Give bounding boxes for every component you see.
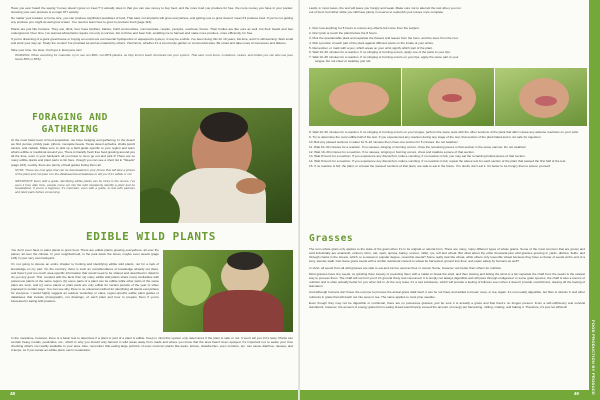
edible-plants-photo [163,250,293,332]
step-item: 7. Wait 10–30 minutes for a reaction. If no stinging or burning occurs on your lips, apply the same part to your tongue. Do not chew or swallow, just rub. [309,55,459,64]
foraging-text [11,138,135,198]
step-item: 9. Try to determine the most edible half of the test. If you experienced any reaction during any stage of the test, that section of the plant failed and is not safe for ingestion. [309,134,542,139]
step-item: 6. Wait 10–30 minutes for a reaction. If no stinging or burning occurs, apply one of the parts to your lips. [309,50,451,55]
step-item: 3. Pick the questionable plant and separate the flowers and leaves from the stem, and the stem from the root. [309,35,459,40]
foraging-photo [140,108,292,223]
edibility-steps-continued [309,130,585,169]
intro-paragraph: No matter your location or home size, you can produce significant quantities of food. That said, not all plants will grow everywhere, and getting one to grow doesn't mean it'll produce food. If you're not getting any produce you might as well grow a lawn. You need to learn how to grow to produce food (page 113). [11,16,293,25]
edible-wild-plants-heading: EDIBLE WILD PLANTS [85,230,216,243]
step-item: 8. Wait 10–30 minutes for a reaction. If no stinging or burning occurs on your tongue, perform the same tests with the other sections of the plant that didn't cause any adverse reactions on your wrist. [309,130,579,134]
right-page [300,0,600,400]
left-intro-text [11,6,293,65]
step-item: 13. Wait 8 hours for a reaction. If you experience any discomfort, induce vomiting. If no reaction is felt, you may eat the remaining boiled pieces of that section. [309,154,526,159]
tongue-test-photo [495,68,587,126]
grasses-paragraph: The term whole grain only applies to the state of the grain when it's in its original or natural form. There are many, many different types of whole grains. Some of the most common that are grown and sold industrially are amaranth, einkorn, farro, oat, spelt, quinoa, barley, emmer, millet, rye, teff and wheat. But what about the other thousand-plus wild grasses growing in yards, ditches, fields, and through cracks in the streets, which, to a casual or popular degree, resemble weeds? Some really look like wheat, while others only resemble wheat because they have a cluster of seeds at the end of a long, slender stalk. Can these grass seeds with a similar nutritional content to wheat be harvested, ground into flour, and eaten safely by humans as well? [309,247,585,264]
grasses-heading: Grasses [309,233,354,244]
plants-paragraph: You don't even have to plant plants to grow food. There are edible plants growing everywhere: all over the planet, all over the climate. In your neighborhood, in the park down the street, maybe even weeds (page 103) in your very own backyard. [11,248,159,261]
step-item: 1. Don't eat anything for 8 hours to ensure any effects felt come from the subject. [309,26,420,30]
step-item: 12. Wait 10–30 minutes for a reaction. If no nausea, stinging or burning occurs, chew and swallow a piece of that section. [309,149,475,154]
step-item: 15. If no reaction is felt, the plant, or at least the 'passed' sections of that plant, are safe to eat in the future. If in doubt, don't eat it. It's better to be hungry than to poison yourself. [309,164,551,169]
step-item: 14. Wait 8 hours for a reaction. If you experience any discomfort, induce vomiting. If no reaction is felt, repeat the above test for each section of the plant that passed the first half of the test. [309,159,567,164]
page-number: 49 [573,391,579,396]
grasses-paragraph: And although humans don't have the enzyme to process the actual grass stalk itself, it can be not finely and added to bread, soup, or tea. Again, it's not usually digestible, but fiber is vitamin C and other nutrients in grass that will leach out into soup or tea. The same applies to most pine needles. [309,290,585,299]
step-item: 11. Wait 10–30 minutes for a reaction. If no nausea, stinging or burning occurs, chew the remaining pieces in that section in the same manner. Do not swallow! [309,144,526,149]
chapter-side-label: FOOD PRODUCTION BY PRODUCE [591,320,596,396]
grasses-paragraph: Most grasses have tiny seeds, so grinding them loosely or pounding them with a mallet to break the shell, and then tossing and letting the wind or a fan separate the chaff from the seeds is the easiest way to process them. The chaff will not hurt you if it's ground finely and consumed. It is simply not always digestible and will pass through undigested. In some grain species, the chaff is also a source of nutrition and is often actually better for you when left in. At the very least, it's a tool substance, which will provide a feeling of fullness even when it doesn't provide nourishment, staving off the feeling of starvation. [309,271,585,289]
intro-paragraph: Have you ever heard the saying "money doesn't grow on trees"? It actually does in that you can use money to buy food, and the more food you produce for free, the more money you have in your pocket. Growing your own produce is a major DIY activity. [11,6,293,15]
edibility-test-intro: In the meantime, however, there is a basic test to determine if a plant or part of a plant is edible. Keep in mind this system only determines if the plant is safe or not. It won't tell you if it's tasty. Plants can contain heavy metals, pesticides, etc., which is why you should only harvest in wild areas away from roads and where you know that the area hasn't been sprayed. It's important not to waste your time checking what's not readily available in your area. Also, remember that eating large portions of even common plants like leeks, lettuce, strawberries, even currants, etc. can cause diarrhea, nausea, and cramps, so if you locate an edible plant, eat in moderation. [11,336,293,353]
foraging-important-note: IMPORTANT: Even with a guide, identifying edible plants can be tricky to the novice. I've seen it time after time, people come out into the wild mistakenly identify a plant and be hospitalized. If you're a beginner, it's important, even with a guide, to test with partners and plant parts before consuming. [15,178,135,195]
edible-plants-text [11,248,159,306]
foraging-paragraph: At the most basic level of food acquisition, we have foraging and gathering. In the desert we find yuccas, prickly pear, piñons, mesquite beans. Texas desert ephedra, cholla pencil cactus, and cattails. Make sure to pick up a field guide specific to your region and learn what's edible or medicinal around you. There is literally fresh free food growing around you all the time, even in your backyard, all you have to do is go out and pick it! There are so many edible plants and plant parts to list here, though you can see a short list in "Weeds" (page 103). Luckily, there are plenty of field guides listing them all. [11,138,135,167]
left-footer-band [0,390,300,400]
step-item: 5. Remember, or mark with a pen, which areas on your wrist signify which part of the plant. [309,45,433,50]
intro-warning-note: WARNING: When searching for materials, try to use non-BPA, non-BPS plastics, as they tend to leach chemicals into your system. That said, most items, containers, straws, and bottles you can also use (see below BPA or BPS). [15,52,293,61]
chapter-side-tab [589,0,600,400]
intro-paragraph: If you're dreaming of a giant greenhouse or buying an enormous commercial hydroponics or aquaponics system, it may be a while. I've been doing this for 10 years, full-time, and I'm still learning. Start small and work your way up. Study the content I've provided as well as material by others. Visit farms, whether it's a community garden or commercial sites. Be smart and take notes of successes and failures. [11,37,293,46]
foraging-heading: FORAGING AND GATHERING [32,112,108,135]
test-intro-text: Lastly, in most cases, the test will leave you hungry and weak. Make sure not to attempt the test when you run out of food, but rather while you still have plenty in reserve to replenish your losses once complete. [309,6,461,15]
step-item: 10. Boil any passed sections in water for 5–10 minutes then chew one section for 5 minutes. Do not swallow! [309,139,458,144]
plants-paragraph: I'm not going to devote an entire chapter to hunting and identifying edible wild plants, not for a lack of knowledge on my part. On the contrary, there is such an overabundance of knowledge already out there, and there's just too much area-specific information that would need to be shared and described in detail to do you any good. This, coupled with the facts that: (a) many edible wild plants share many similarities with poisonous plants of the same region, (b) some parts of a plant can be edible while other parts of the same plant are toxic, and (c) some plants or plant parts are only edible for certain periods of the year or when prepared in certain ways. You can see why there is no universal method for identifying all plants everywhere for everyone. I would highly suggest an outdoor workshop or class, region-specific edible plant guides or databases that include photographs, not drawings, of each plant and how to prepare them if you're interested in eating wild produce. [11,262,159,304]
edibility-steps-list [309,26,463,64]
step-item: 4. Rub a portion of each part of the plant against different spots on the inside of your wrists. [309,40,434,45]
right-footer-band [300,390,589,400]
intro-paragraph: Take your time. Go slow. You'll get it. Everyone can! [11,47,82,52]
page-number: 48 [10,391,16,396]
step-item: 2. Don't pick or touch the plant before the 8 hours. [309,30,378,35]
intro-paragraph: Plants are just like humans. They eat, drink, feel, have families, babies, build communities, communicate, respire, perspire, overheat, freeze. Their bodies are like ours as well, but their heads and feet underground. Over time, I've learned what plants require not only to survive, but to thrive and bear fruit, enabling me to harvest and make more produce, more efficiently, for free. [11,26,293,35]
grasses-text [309,247,585,311]
wrist-test-photo [309,68,401,126]
lip-test-photo [402,68,494,126]
grasses-paragraph: In short, all seeds from all wild grasses are safe to eat and can be used as flour or cereal. Some, however, are better than others for nutrition. [309,265,502,270]
grasses-paragraph: Even though they may not be digestible or nutritional, there are no poisonous grasses, just be sure it is actually a grass and that there's no fungus present. From a self-sufficiency and survival standpoint, however, the amount of energy gained from eating bread would barely exceed the amount of energy put harvesting, milling, making, and baking it. Therefore, it's just not efficient! [309,300,585,309]
foraging-note: NOTE: These are now apps that can be downloaded to your phone that will take a picture of the plant and compare it to the database/visual database to tell you if it's edible or not. [15,167,135,176]
wrist-test-photo-strip [309,68,587,126]
